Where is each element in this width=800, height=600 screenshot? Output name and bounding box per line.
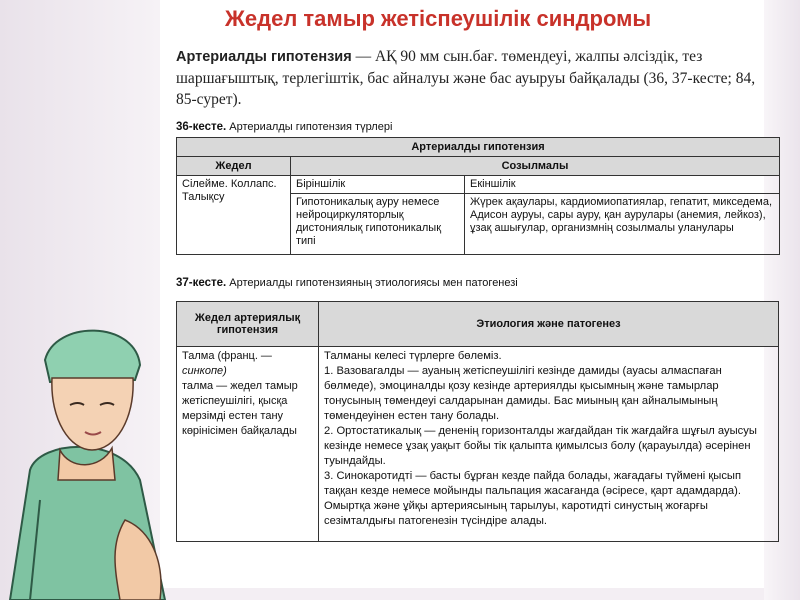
table37-caption-number: 37-кесте. [176, 277, 227, 289]
slide-title: Жедел тамыр жетіспеушілік синдромы [225, 6, 652, 31]
table37-etiology-item-2: 2. Ортостатикалық — дененің горизонталды жағдайдан тік жағдайға шұғыл ауысуы кезінде немесе ұзақ уақыт бойы тік қалыпта қимылсыз болу (қарауылда) әсерінен туындайды. [324, 425, 757, 467]
table36-acute-cell: Сілейме. Коллапс. Талықсу [177, 176, 291, 255]
table37-left-cell [177, 347, 319, 542]
table37-left-line1: Талма (франц. — [182, 350, 272, 362]
intro-term: Артериалды гипотензия [176, 49, 352, 65]
intro-paragraph [176, 46, 776, 110]
table37-left-line3: талма — жедел тамыр жетіспеушілігі, қысқа мерзімді естен тану көрінісімен байқалады [182, 380, 298, 437]
nurse-illustration [0, 320, 170, 600]
table36-caption [176, 121, 392, 133]
table36-secondary-cell: Жүрек ақаулары, кардиомиопатиялар, гепатит, микседема, Адисон ауруы, сары ауру, қан аурулары (анемия, лейкоз), ұзақ ашығулар, организмнің созылмалы уланулары [465, 194, 780, 255]
table36-col-acute: Жедел [177, 157, 291, 176]
table36-col-chronic: Созылмалы [291, 157, 780, 176]
table37-caption-text: Артериалды гипотензияның этиологиясы мен патогенезі [226, 277, 518, 289]
table37-etiology-item-1: 1. Вазовагалды — ауаның жетіспеушілігі кезінде дамиды (ауасы алмаспаған бөлмеде), эмоциналды қозу кезінде артериялды қысымның және тамырлар тонусының төмендеуі салдарынан дамиды. Бас миының қан айналымының төмендеуінен естен тану болады. [324, 365, 722, 422]
table37-col1: Жедел артериялық гипотензия [177, 302, 319, 347]
intro-text: — АҚ 90 мм сын.бағ. төмендеуі, жалпы әлсіздік, тез шаршағыштық, терлегіштік, бас айналуы және бас ауыруы байқалады (36, 37-кесте; 84, 85-сурет). [176, 48, 756, 108]
table37-right-cell [319, 347, 779, 542]
table36-caption-text: Артериалды гипотензия түрлері [226, 121, 393, 133]
table-36-hypotension-types [176, 137, 780, 255]
table36-primary-label: Біріншілік [291, 176, 465, 194]
table37-col2: Этиология және патогенез [319, 302, 779, 347]
table37-caption [176, 277, 518, 289]
table37-etiology-intro: Талманы келесі түрлерге бөлеміз. [324, 350, 502, 362]
table37-left-line2: синкопе) [182, 365, 227, 377]
table36-caption-number: 36-кесте. [176, 121, 227, 133]
table36-primary-cell: Гипотоникалық ауру немесе нейроциркуляторлық дистониялық гипотоникалық типі [291, 194, 465, 255]
table36-secondary-label: Екіншілік [465, 176, 780, 194]
table-37-etiology [176, 301, 779, 542]
table36-header: Артериалды гипотензия [177, 138, 780, 157]
table37-etiology-item-3: 3. Синокаротидті — басты бұрған кезде пайда болады, жағадағы түймені қысып таққан кезде немесе мойынды пальпация жасағанда (әсіресе, қарт адамдарда). Омыртқа және ұйқы артериясының тарылуы, каротидті синустың жоғарғы сезімталдығы патогенезін түсіндіре алады. [324, 470, 742, 527]
